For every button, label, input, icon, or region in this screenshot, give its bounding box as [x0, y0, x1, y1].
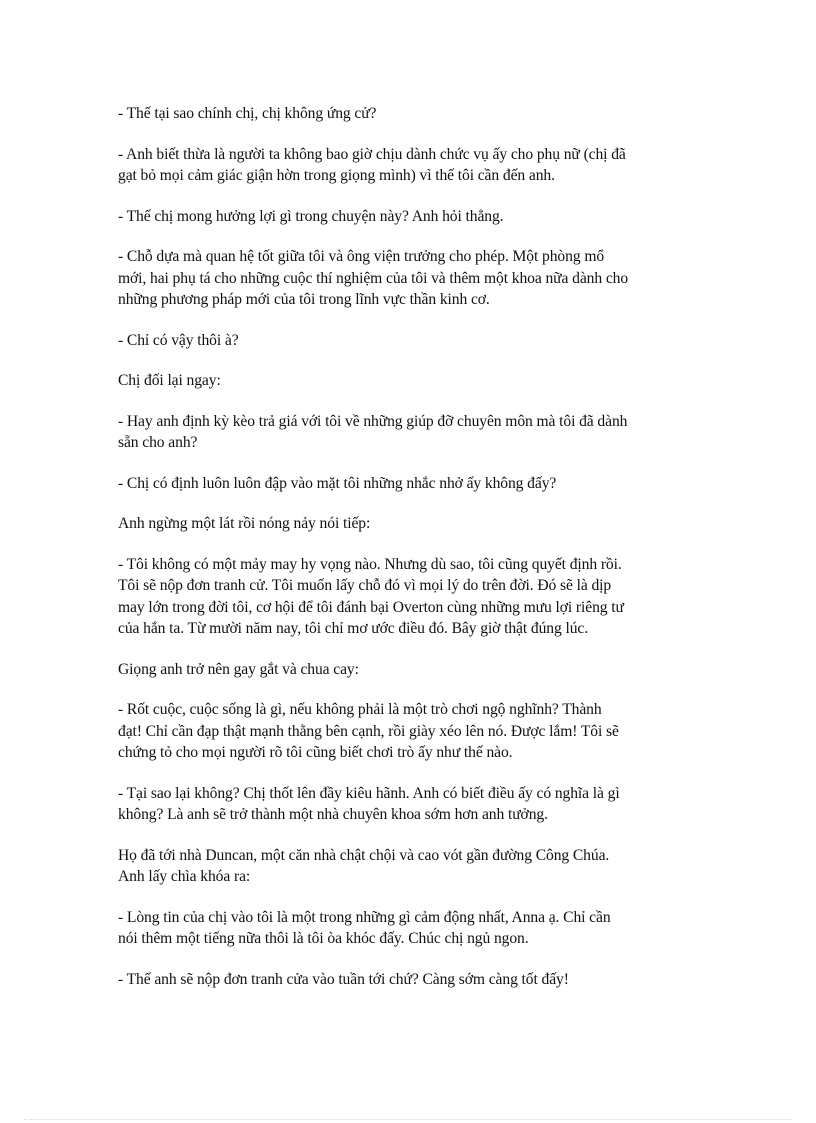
paragraph: - Thế anh sẽ nộp đơn tranh cửa vào tuần tới chứ? Càng sớm càng tốt đấy!	[118, 970, 569, 988]
paragraph: - Tôi không có một mảy may hy vọng nào. Nhưng dù sao, tôi cũng quyết định rồi. Tôi sẽ nộp đơn tranh cử. Tôi muốn lấy chỗ đó vì mọi lý do trên đời. Đó sẽ là dịp may lớn trong đời tôi, cơ hội để tôi đánh bại Overton cùng những mưu lợi riêng tư của hắn ta. Từ mười năm nay, tôi chỉ mơ ước điều đó. Bây giờ thật đúng lúc.	[118, 555, 624, 637]
paragraph: - Chỉ có vậy thôi à?	[118, 331, 239, 349]
paragraph: - Thế tại sao chính chị, chị không ứng cử?	[118, 105, 377, 122]
paragraph: - Anh biết thừa là người ta không bao giờ chịu dành chức vụ ấy cho phụ nữ (chị đã gạt bỏ mọi cảm giác giận hờn trong giọng mình) vì thế tôi cần đến anh.	[118, 145, 626, 184]
paragraph: - Thế chị mong hưởng lợi gì trong chuyện này? Anh hỏi thẳng.	[118, 207, 504, 225]
paragraph: Chị đối lại ngay:	[118, 372, 221, 389]
paragraph: Họ đã tới nhà Duncan, một căn nhà chật chội và cao vót gần đường Công Chúa. Anh lấy chìa khóa ra:	[118, 846, 610, 885]
paragraph: - Tại sao lại không? Chị thốt lên đầy kiêu hãnh. Anh có biết điều ấy có nghĩa là gì không? Là anh sẽ trở thành một nhà chuyên khoa sớm hơn anh tưởng.	[118, 784, 620, 823]
paragraph: - Hay anh định kỳ kèo trả giá với tôi về những giúp đỡ chuyên môn mà tôi đã dành sẵn cho anh?	[118, 412, 628, 451]
document-body	[118, 103, 708, 1009]
paragraph: - Chị có định luôn luôn đập vào mặt tôi những nhắc nhở ấy không đấy?	[118, 474, 557, 492]
page-bottom-edge	[24, 1119, 792, 1120]
paragraph: Anh ngừng một lát rồi nóng nảy nói tiếp:	[118, 515, 371, 532]
paragraph: - Lòng tin của chị vào tôi là một trong những gì cảm động nhất, Anna ạ. Chỉ cần nói thêm một tiếng nữa thôi là tôi òa khóc đấy. Chúc chị ngủ ngon.	[118, 908, 611, 947]
paragraph: - Chỗ dựa mà quan hệ tốt giữa tôi và ông viện trưởng cho phép. Một phòng mổ mới, hai phụ tá cho những cuộc thí nghiệm của tôi và thêm một khoa nữa dành cho những phương pháp mới của tôi trong lĩnh vực thần kinh cơ.	[118, 248, 629, 308]
paragraph: Giọng anh trở nên gay gắt và chua cay:	[118, 660, 359, 678]
paragraph: - Rốt cuộc, cuộc sống là gì, nếu không phải là một trò chơi ngộ nghĩnh? Thành đạt! Chỉ cần đạp thật mạnh thằng bên cạnh, rồi giày xéo lên nó. Được lắm! Tôi sẽ chứng tỏ cho mọi người rõ tôi cũng biết chơi trò ấy như thế nào.	[118, 701, 619, 761]
